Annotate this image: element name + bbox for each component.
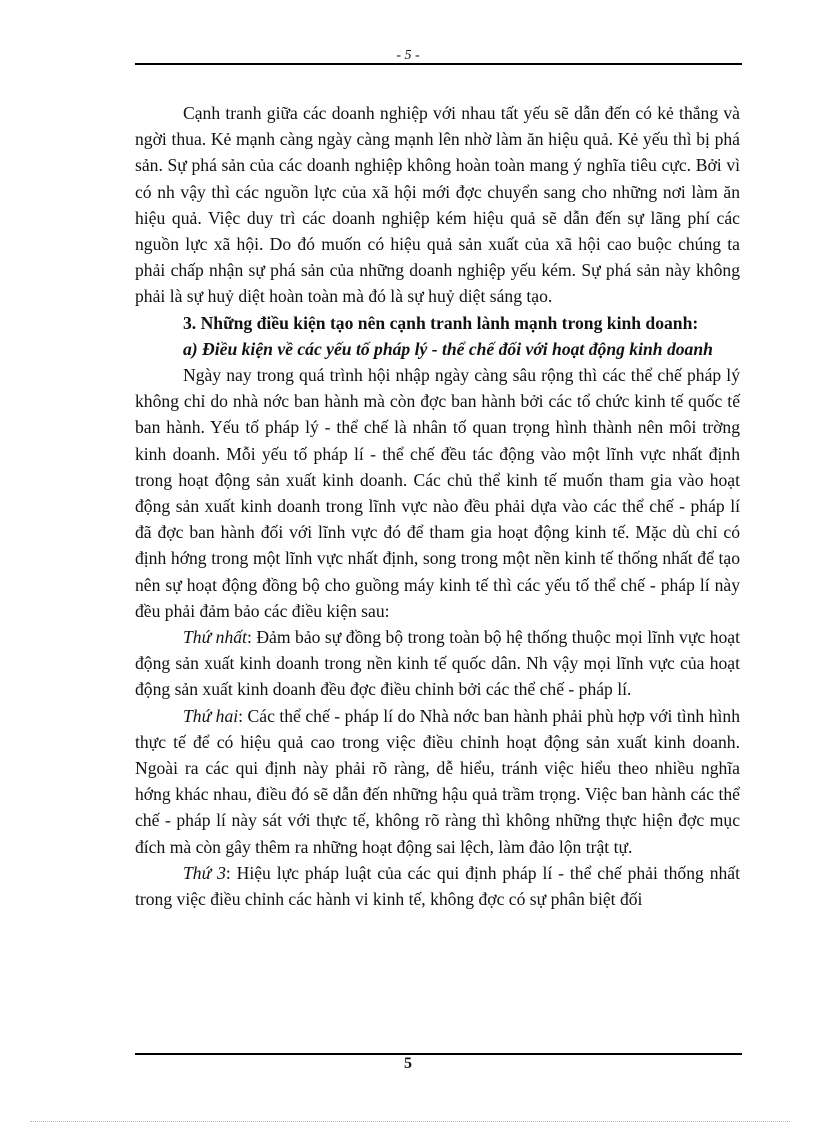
header-page-number: - 5 -	[396, 48, 420, 63]
footer-page-number: 5	[404, 1055, 412, 1072]
first-condition-label: Thứ nhất	[183, 627, 247, 648]
header-rule	[135, 63, 742, 65]
document-body	[135, 100, 740, 912]
second-condition-label: Thứ hai	[183, 705, 239, 726]
third-condition-label: Thứ 3	[183, 862, 226, 883]
paragraph-legal-framework: Ngày nay trong quá trình hội nhập ngày càng sâu rộng thì các thể chế pháp lý không chỉ do nhà nớc ban hành mà còn đợc ban hành bởi các tổ chức kinh tế quốc tế ban hành. Yếu tố pháp lý - thể chế là nhân tố quan trọng hình thành nên môi trờng kinh doanh. Mỗi yếu tố pháp lí - thể chế đều tác động vào một lĩnh vực nhất định trong hoạt động sản xuất kinh doanh. Các chủ thể kinh tế muốn tham gia vào hoạt động sản xuất kinh doanh trong lĩnh vực nào đều phải dựa vào các thể chế - pháp lí đã đợc ban hành đối với lĩnh vực đó để tham gia hoạt động kinh tế. Mặc dù chỉ có định hớng trong một lĩnh vực nhất định, song trong một nền kinh tế thống nhất để tạo nên sự hoạt động đồng bộ cho guồng máy kinh tế thì các yếu tố thể chế - pháp lí này đều phải đảm bảo các điều kiện sau:	[135, 365, 740, 621]
paragraph-first-condition	[135, 624, 740, 703]
subsection-heading: a) Điều kiện về các yếu tố pháp lý - thể chế đối với hoạt động kinh doanh	[183, 338, 713, 359]
third-condition-text: : Hiệu lực pháp luật của các qui định pháp lí - thể chế phải thống nhất trong việc điều chỉnh các hành vi kinh tế, không đợc có sự phân biệt đối	[135, 862, 741, 910]
paragraph-competition: Cạnh tranh giữa các doanh nghiệp với nhau tất yếu sẽ dẫn đến có kẻ thắng và ngời thua. Kẻ mạnh càng ngày càng mạnh lên nhờ làm ăn hiệu quả. Kẻ yếu thì bị phá sản. Sự phá sản của các doanh nghiệp không hoàn toàn mang ý nghĩa tiêu cực. Bởi vì có nh vậy thì các nguồn lực của xã hội mới đợc chuyển sang cho những nơi làm ăn hiệu quả. Việc duy trì các doanh nghiệp kém hiệu quả sẽ dẫn đến sự lãng phí các nguồn lực xã hội. Do đó muốn có hiệu quả sản xuất của xã hội cao buộc chúng ta phải chấp nhận sự phá sản của những doanh nghiệp yếu kém. Sự phá sản này không phải là sự huỷ diệt hoàn toàn mà đó là sự huỷ diệt sáng tạo.	[135, 103, 740, 307]
second-condition-text: : Các thể chế - pháp lí do Nhà nớc ban hành phải phù hợp với tình hình thực tế để có hiệu quả cao trong việc điều chỉnh hoạt động sản xuất kinh doanh. Ngoài ra các qui định này phải rõ ràng, dễ hiểu, tránh việc hiểu theo nhiều nghĩa hớng khác nhau, điều đó sẽ dẫn đến những hậu quả trầm trọng. Việc ban hành các thể chế - pháp lí này sát với thực tế, không rõ ràng thì không những thực hiện đợc mục đích mà còn gây thêm ra những hoạt động sai lệch, làm đảo lộn trật tự.	[135, 705, 740, 857]
section-heading: 3. Những điều kiện tạo nên cạnh tranh lành mạnh trong kinh doanh:	[183, 312, 699, 333]
paragraph-third-condition	[135, 860, 740, 912]
paragraph-second-condition	[135, 703, 740, 860]
page-edge-divider	[30, 1121, 790, 1122]
first-condition-text: : Đảm bảo sự đồng bộ trong toàn bộ hệ thống thuộc mọi lĩnh vực hoạt động sản xuất kinh doanh trong nền kinh tế quốc dân. Nh vậy mọi lĩnh vực của hoạt động sản xuất kinh doanh đều đợc điều chỉnh bởi các thể chế - pháp lí.	[135, 627, 740, 700]
